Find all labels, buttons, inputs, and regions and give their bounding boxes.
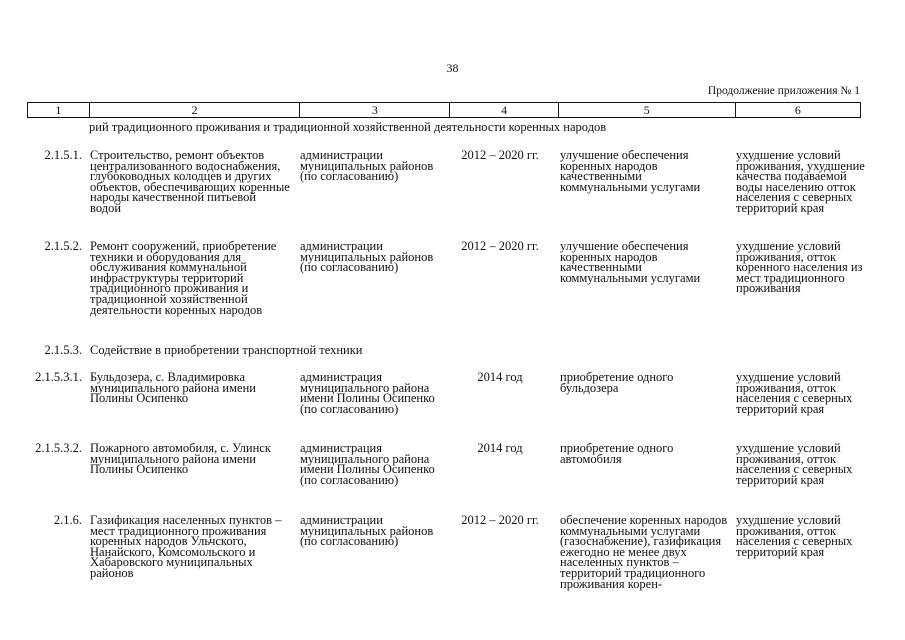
row-period: 2012 – 2020 гг. [461, 513, 539, 527]
row-number: 2.1.5.3.1. [35, 370, 82, 384]
row-consequence: ухудшение условий проживания, ухудшение качества подаваемой воды населению отток населения с северных территорий края [736, 148, 865, 215]
row-consequence: ухудшение условий проживания, отток населения с северных территорий края [736, 513, 853, 559]
row-executor: администрации муниципальных районов (по согласованию) [300, 239, 434, 275]
row-result: приобретение одного бульдозера [560, 370, 674, 395]
row-number: 2.1.5.2. [44, 239, 82, 253]
table-header-row [27, 102, 861, 118]
row-result: приобретение одного автомобиля [560, 441, 674, 466]
row-period: 2014 год [477, 370, 523, 384]
row-consequence: ухудшение условий проживания, отток коренного населения из мест традиционного проживания [736, 239, 863, 296]
row-executor: администрация муниципального района имени Полины Осипенко (по согласованию) [300, 441, 435, 487]
row-event: Пожарного автомобиля, с. Улинск муниципального района имени Полины Осипенко [90, 441, 271, 477]
row-number: 2.1.5.3.2. [35, 441, 82, 455]
row-consequence: ухудшение условий проживания, отток населения с северных территорий края [736, 441, 853, 487]
row-number: 2.1.6. [53, 513, 82, 527]
header-cell-2: 2 [90, 103, 301, 117]
row-result: обеспечение коренных народов коммунальными услугами (газоснабжение), газификация ежегодно не менее двух населенных пунктов – территорий традиционного проживания корен- [560, 513, 728, 591]
row-result: улучшение обеспечения коренных народов качественными коммунальными услугами [560, 148, 701, 194]
row-period: 2012 – 2020 гг. [461, 239, 539, 253]
appendix-note: Продолжение приложения № 1 [707, 85, 860, 97]
row-period: 2014 год [477, 441, 523, 455]
row-executor: администрация муниципального района имени Полины Осипенко (по согласованию) [300, 370, 435, 416]
row-consequence: ухудшение условий проживания, отток населения с северных территорий края [736, 370, 853, 416]
row-event: Содействие в приобретении транспортной техники [90, 343, 363, 357]
header-cell-5: 5 [559, 103, 736, 117]
row-event: Строительство, ремонт объектов централизованного водоснабжения, глубоководных колодцев и других объектов, обеспечивающих коренные народы качественной питьевой водой [90, 148, 290, 215]
header-cell-4: 4 [450, 103, 558, 117]
row-event: Ремонт сооружений, приобретение техники и оборудования для обслуживания коммунальной инфраструктуры территорий традиционного проживания и традиционной хозяйственной деятельности коренных народов [90, 239, 277, 317]
header-cell-6: 6 [794, 103, 801, 117]
row-executor: администрации муниципальных районов (по согласованию) [300, 513, 434, 549]
row-result: улучшение обеспечения коренных народов качественными коммунальными услугами [560, 239, 701, 285]
page-number: 38 [446, 61, 459, 75]
row-number: 2.1.5.3. [44, 343, 82, 357]
header-cell-3: 3 [300, 103, 450, 117]
row-period: 2012 – 2020 гг. [461, 148, 539, 162]
row-event: Бульдозера, с. Владимировка муниципального района имени Полины Осипенко [90, 370, 256, 406]
row-event: Газификация населенных пунктов –мест традиционного проживания коренных народов Ульчского, Нанайского, Комсомольского и Хабаровского муниципальных районов [90, 513, 282, 580]
row-number: 2.1.5.1. [44, 148, 82, 162]
header-cell-1: 1 [28, 103, 90, 117]
row-executor: администрации муниципальных районов (по согласованию) [300, 148, 434, 184]
section-continuation: рий традиционного проживания и традиционной хозяйственной деятельности коренных народов [89, 120, 607, 134]
